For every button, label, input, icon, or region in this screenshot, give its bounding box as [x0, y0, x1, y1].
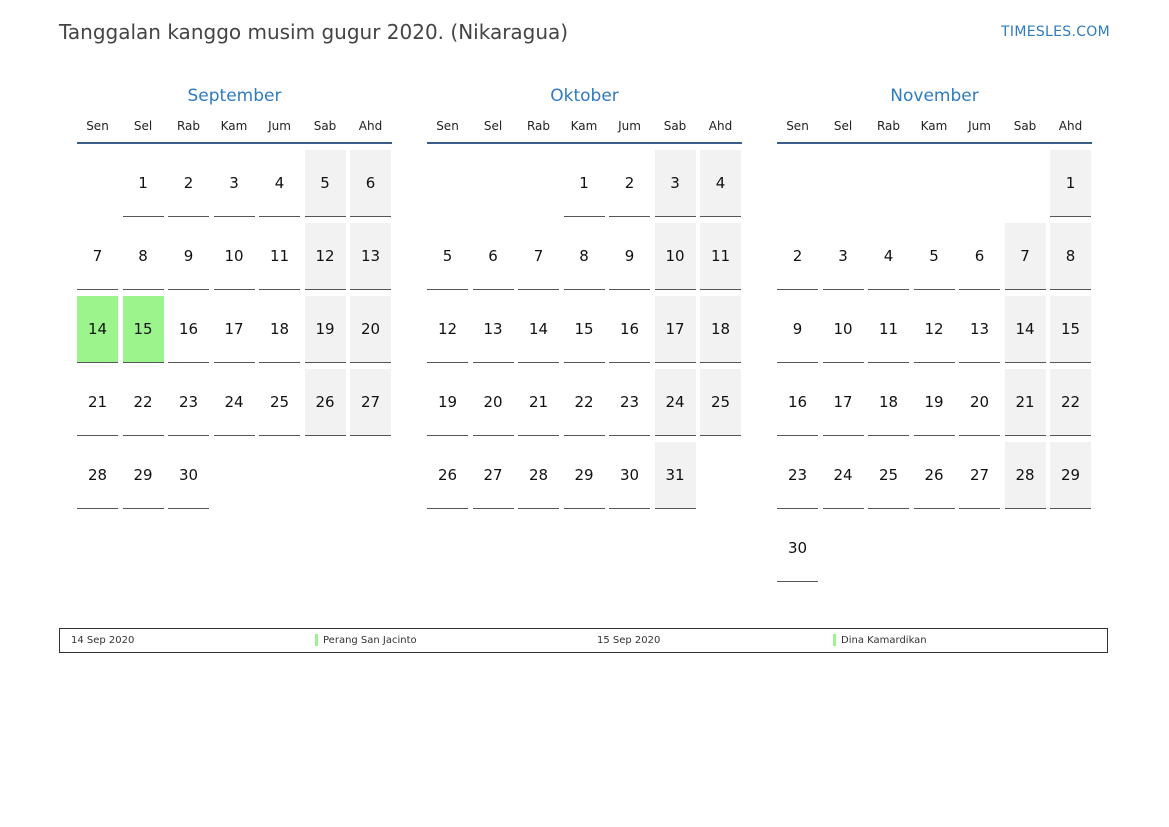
day-cell[interactable]: 27 — [473, 442, 514, 509]
day-cell[interactable]: 18 — [700, 296, 741, 363]
day-cell[interactable]: 6 — [350, 150, 391, 217]
month-title: September — [187, 86, 282, 106]
day-cell[interactable]: 8 — [1050, 223, 1091, 290]
day-cell[interactable]: 15 — [123, 296, 164, 363]
day-cell[interactable]: 24 — [823, 442, 864, 509]
day-cell[interactable]: 23 — [168, 369, 209, 436]
day-cell[interactable]: 11 — [868, 296, 909, 363]
weekday-label: Sel — [133, 119, 153, 133]
day-cell[interactable]: 4 — [700, 150, 741, 217]
day-cell[interactable]: 26 — [427, 442, 468, 509]
day-cell[interactable]: 24 — [655, 369, 696, 436]
day-cell[interactable]: 13 — [473, 296, 514, 363]
day-cell[interactable]: 10 — [655, 223, 696, 290]
weekday-label: Jum — [618, 119, 641, 133]
day-cell[interactable]: 1 — [564, 150, 605, 217]
weekday-label: Jum — [968, 119, 991, 133]
day-cell[interactable]: 20 — [959, 369, 1000, 436]
day-cell[interactable]: 19 — [305, 296, 346, 363]
day-cell[interactable]: 17 — [214, 296, 255, 363]
day-cell[interactable]: 23 — [777, 442, 818, 509]
weekday-label: Sen — [436, 119, 459, 133]
day-cell[interactable]: 27 — [350, 369, 391, 436]
day-cell[interactable]: 24 — [214, 369, 255, 436]
weekday-label: Sab — [313, 119, 337, 133]
weekday-label: Rab — [526, 119, 551, 133]
day-cell[interactable]: 15 — [564, 296, 605, 363]
weekday-label: Jum — [268, 119, 291, 133]
weekday-label: Sen — [786, 119, 809, 133]
day-cell[interactable]: 26 — [305, 369, 346, 436]
legend-holiday-name: Perang San Jacinto — [323, 635, 417, 646]
day-cell[interactable]: 19 — [914, 369, 955, 436]
weekday-label: Kam — [920, 119, 948, 133]
day-cell[interactable]: 21 — [518, 369, 559, 436]
day-cell[interactable]: 5 — [427, 223, 468, 290]
legend-date: 15 Sep 2020 — [597, 635, 661, 646]
day-cell[interactable]: 6 — [959, 223, 1000, 290]
brand-link[interactable]: TIMESLES.COM — [1001, 24, 1110, 40]
day-cell[interactable]: 30 — [168, 442, 209, 509]
day-cell[interactable]: 3 — [823, 223, 864, 290]
day-cell[interactable]: 20 — [350, 296, 391, 363]
day-cell[interactable]: 16 — [168, 296, 209, 363]
day-cell[interactable]: 12 — [305, 223, 346, 290]
day-cell[interactable]: 12 — [427, 296, 468, 363]
weekday-label: Rab — [876, 119, 901, 133]
day-cell[interactable]: 16 — [609, 296, 650, 363]
day-cell[interactable]: 7 — [77, 223, 118, 290]
month-title: November — [890, 86, 979, 106]
day-cell[interactable]: 29 — [123, 442, 164, 509]
day-cell[interactable]: 14 — [518, 296, 559, 363]
weekday-label: Sel — [483, 119, 503, 133]
day-cell[interactable]: 27 — [959, 442, 1000, 509]
day-cell[interactable]: 4 — [259, 150, 300, 217]
day-cell[interactable]: 4 — [868, 223, 909, 290]
day-cell[interactable]: 21 — [1005, 369, 1046, 436]
day-cell[interactable]: 13 — [350, 223, 391, 290]
page-title: Tanggalan kanggo musim gugur 2020. (Nikaragua) — [59, 20, 569, 44]
day-cell[interactable]: 16 — [777, 369, 818, 436]
day-cell[interactable]: 3 — [655, 150, 696, 217]
day-cell[interactable]: 3 — [214, 150, 255, 217]
day-cell[interactable]: 13 — [959, 296, 1000, 363]
legend-holiday-name: Dina Kamardikan — [841, 635, 927, 646]
day-cell[interactable]: 1 — [123, 150, 164, 217]
day-cell[interactable]: 31 — [655, 442, 696, 509]
day-cell[interactable]: 29 — [1050, 442, 1091, 509]
holiday-legend — [59, 628, 1108, 653]
day-cell[interactable]: 17 — [823, 369, 864, 436]
legend-color-marker — [315, 634, 318, 646]
day-cell[interactable]: 10 — [214, 223, 255, 290]
weekday-label: Sab — [663, 119, 687, 133]
day-cell[interactable]: 7 — [518, 223, 559, 290]
day-cell[interactable]: 2 — [609, 150, 650, 217]
day-cell[interactable]: 5 — [914, 223, 955, 290]
day-cell[interactable]: 6 — [473, 223, 514, 290]
legend-date: 14 Sep 2020 — [71, 635, 135, 646]
day-cell[interactable]: 10 — [823, 296, 864, 363]
day-cell[interactable]: 15 — [1050, 296, 1091, 363]
day-cell[interactable]: 18 — [259, 296, 300, 363]
day-cell[interactable]: 12 — [914, 296, 955, 363]
day-cell[interactable]: 11 — [259, 223, 300, 290]
day-cell[interactable]: 28 — [1005, 442, 1046, 509]
day-cell[interactable]: 7 — [1005, 223, 1046, 290]
weekday-label: Ahd — [358, 119, 383, 133]
day-cell[interactable]: 8 — [123, 223, 164, 290]
weekday-header — [427, 116, 742, 144]
day-cell[interactable]: 9 — [609, 223, 650, 290]
day-cell[interactable]: 22 — [123, 369, 164, 436]
weekday-label: Rab — [176, 119, 201, 133]
day-cell[interactable]: 2 — [777, 223, 818, 290]
weekday-label: Ahd — [1058, 119, 1083, 133]
weekday-label: Kam — [570, 119, 598, 133]
day-cell[interactable]: 11 — [700, 223, 741, 290]
day-cell[interactable]: 29 — [564, 442, 605, 509]
day-cell[interactable]: 9 — [168, 223, 209, 290]
day-cell[interactable]: 5 — [305, 150, 346, 217]
day-cell[interactable]: 30 — [777, 515, 818, 582]
day-cell[interactable]: 9 — [777, 296, 818, 363]
day-cell[interactable]: 23 — [609, 369, 650, 436]
day-cell[interactable]: 28 — [518, 442, 559, 509]
weekday-label: Sen — [86, 119, 109, 133]
day-cell[interactable]: 25 — [700, 369, 741, 436]
weekday-header — [777, 116, 1092, 144]
weekday-label: Sab — [1013, 119, 1037, 133]
month-title: Oktober — [550, 86, 619, 106]
day-cell[interactable]: 25 — [259, 369, 300, 436]
day-cell[interactable]: 17 — [655, 296, 696, 363]
day-cell[interactable]: 8 — [564, 223, 605, 290]
day-cell[interactable]: 28 — [77, 442, 118, 509]
day-cell[interactable]: 22 — [564, 369, 605, 436]
legend-color-marker — [833, 634, 836, 646]
day-cell[interactable]: 14 — [1005, 296, 1046, 363]
day-cell[interactable]: 30 — [609, 442, 650, 509]
day-cell[interactable]: 20 — [473, 369, 514, 436]
day-cell[interactable]: 25 — [868, 442, 909, 509]
day-cell[interactable]: 21 — [77, 369, 118, 436]
day-cell[interactable]: 19 — [427, 369, 468, 436]
day-cell[interactable]: 2 — [168, 150, 209, 217]
weekday-label: Kam — [220, 119, 248, 133]
day-cell[interactable]: 26 — [914, 442, 955, 509]
day-cell[interactable]: 1 — [1050, 150, 1091, 217]
day-cell[interactable]: 18 — [868, 369, 909, 436]
weekday-header — [77, 116, 392, 144]
weekday-label: Ahd — [708, 119, 733, 133]
weekday-label: Sel — [833, 119, 853, 133]
day-cell[interactable]: 22 — [1050, 369, 1091, 436]
day-cell[interactable]: 14 — [77, 296, 118, 363]
